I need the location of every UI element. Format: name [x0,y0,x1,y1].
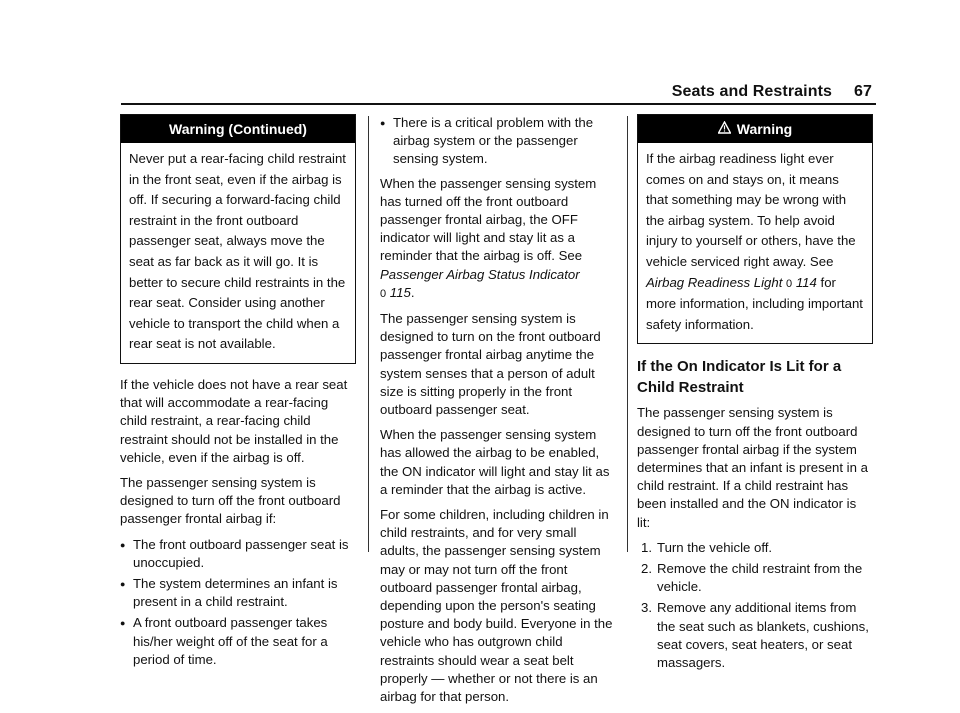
list-item: 2. Remove the child restraint from the vehicle. [641,560,863,595]
list-item: ● There is a critical problem with the airbag system or the passenger sensing system. [380,114,616,169]
section-title: Seats and Restraints [671,83,832,100]
header-rule [121,103,876,105]
cross-reference-link[interactable]: Airbag Readiness Light [646,274,783,290]
paragraph: The passenger sensing system is designed to turn on the front outboard passenger frontal airbag anytime the system senses that a person of adult size is sitting properly in the front outboard passenger seat. [380,311,601,418]
paragraph: When the passenger sensing system has turned off the front outboard passenger frontal airbag, the OFF indicator will light and stay lit as a reminder that the airbag is off. See Passenger Airbag Status Indicator 0 115. [380,175,597,300]
warning-text: If the airbag readiness light ever comes on and stays on, it means that something may be wrong with the airbag system. To help avoid injury to yourself or others, have the vehicle serviced right away. See Airbag Readiness Light 0 114 for more information, including important safety information. [646,151,863,332]
warning-triangle-icon [718,116,731,144]
page-number: 67 [854,83,872,100]
list-item: 1. Turn the vehicle off. [641,539,773,555]
numbered-steps [637,539,873,672]
page-ref[interactable]: 115 [389,284,411,300]
column-left [120,114,356,675]
list-item: ● A front outboard passenger takes his/her weight off of the seat for a period of time. [120,614,356,669]
warning-box [637,114,873,344]
bullet-list [120,536,356,669]
page-ref[interactable]: 114 [795,274,817,290]
list-item: 3. Remove any additional items from the seat such as blankets, cushions, seat covers, seat heaters, or seat massagers. [641,600,869,670]
page-ref-arrow: 0 [380,287,387,300]
paragraph: When the passenger sensing system has allowed the airbag to be enabled, the ON indicator will light and stay lit as a reminder that the airbag is active. [380,427,610,497]
warning-continued-text: Never put a rear-facing child restraint in the front seat, even if the airbag is off. If securing a forward-facing child restraint in the front outboard passenger seat, always move the seat as far back as it will go. It is better to secure child restraints in the rear seat. Consider using another vehicle to transport the child when a rear seat is not available. [129,151,346,352]
bullet-list [380,114,616,169]
list-item: ● The system determines an infant is present in a child restraint. [120,575,356,611]
warning-continued-box [120,114,356,364]
column-divider-2 [627,116,628,552]
paragraph: For some children, including children in child restraints, and for very small adults, the passenger sensing system may or may not turn off the front outboard passenger frontal airbag, depending upon the person's seating posture and body build. Everyone in the vehicle who has outgrown child restraints should wear a seat belt properly — whether or not there is an airbag for that person. [380,507,613,705]
paragraph: The passenger sensing system is designed to turn off the front outboard passenger frontal airbag if the system determines that an infant is present in a child restraint. If a child restraint has been installed and the ON indicator is lit: [637,405,868,530]
cross-reference-link[interactable]: Passenger Airbag Status Indicator [380,266,580,282]
column-right [637,114,873,675]
page-ref-arrow: 0 [786,277,793,290]
warning-continued-title: Warning (Continued) [121,115,355,143]
page-header [672,83,872,101]
paragraph: The passenger sensing system is designed to turn off the front outboard passenger frontal airbag if: [120,474,341,527]
column-divider-1 [368,116,369,552]
paragraph: If the vehicle does not have a rear seat that will accommodate a rear-facing child restraint, a rear-facing child restraint should not be installed in the vehicle, even if the airbag is off. [120,376,348,465]
list-item: ● The front outboard passenger seat is unoccupied. [120,536,356,572]
subheading: If the On Indicator Is Lit for a Child Restraint [637,358,842,397]
warning-title: Warning [638,115,872,143]
column-middle [380,114,616,713]
